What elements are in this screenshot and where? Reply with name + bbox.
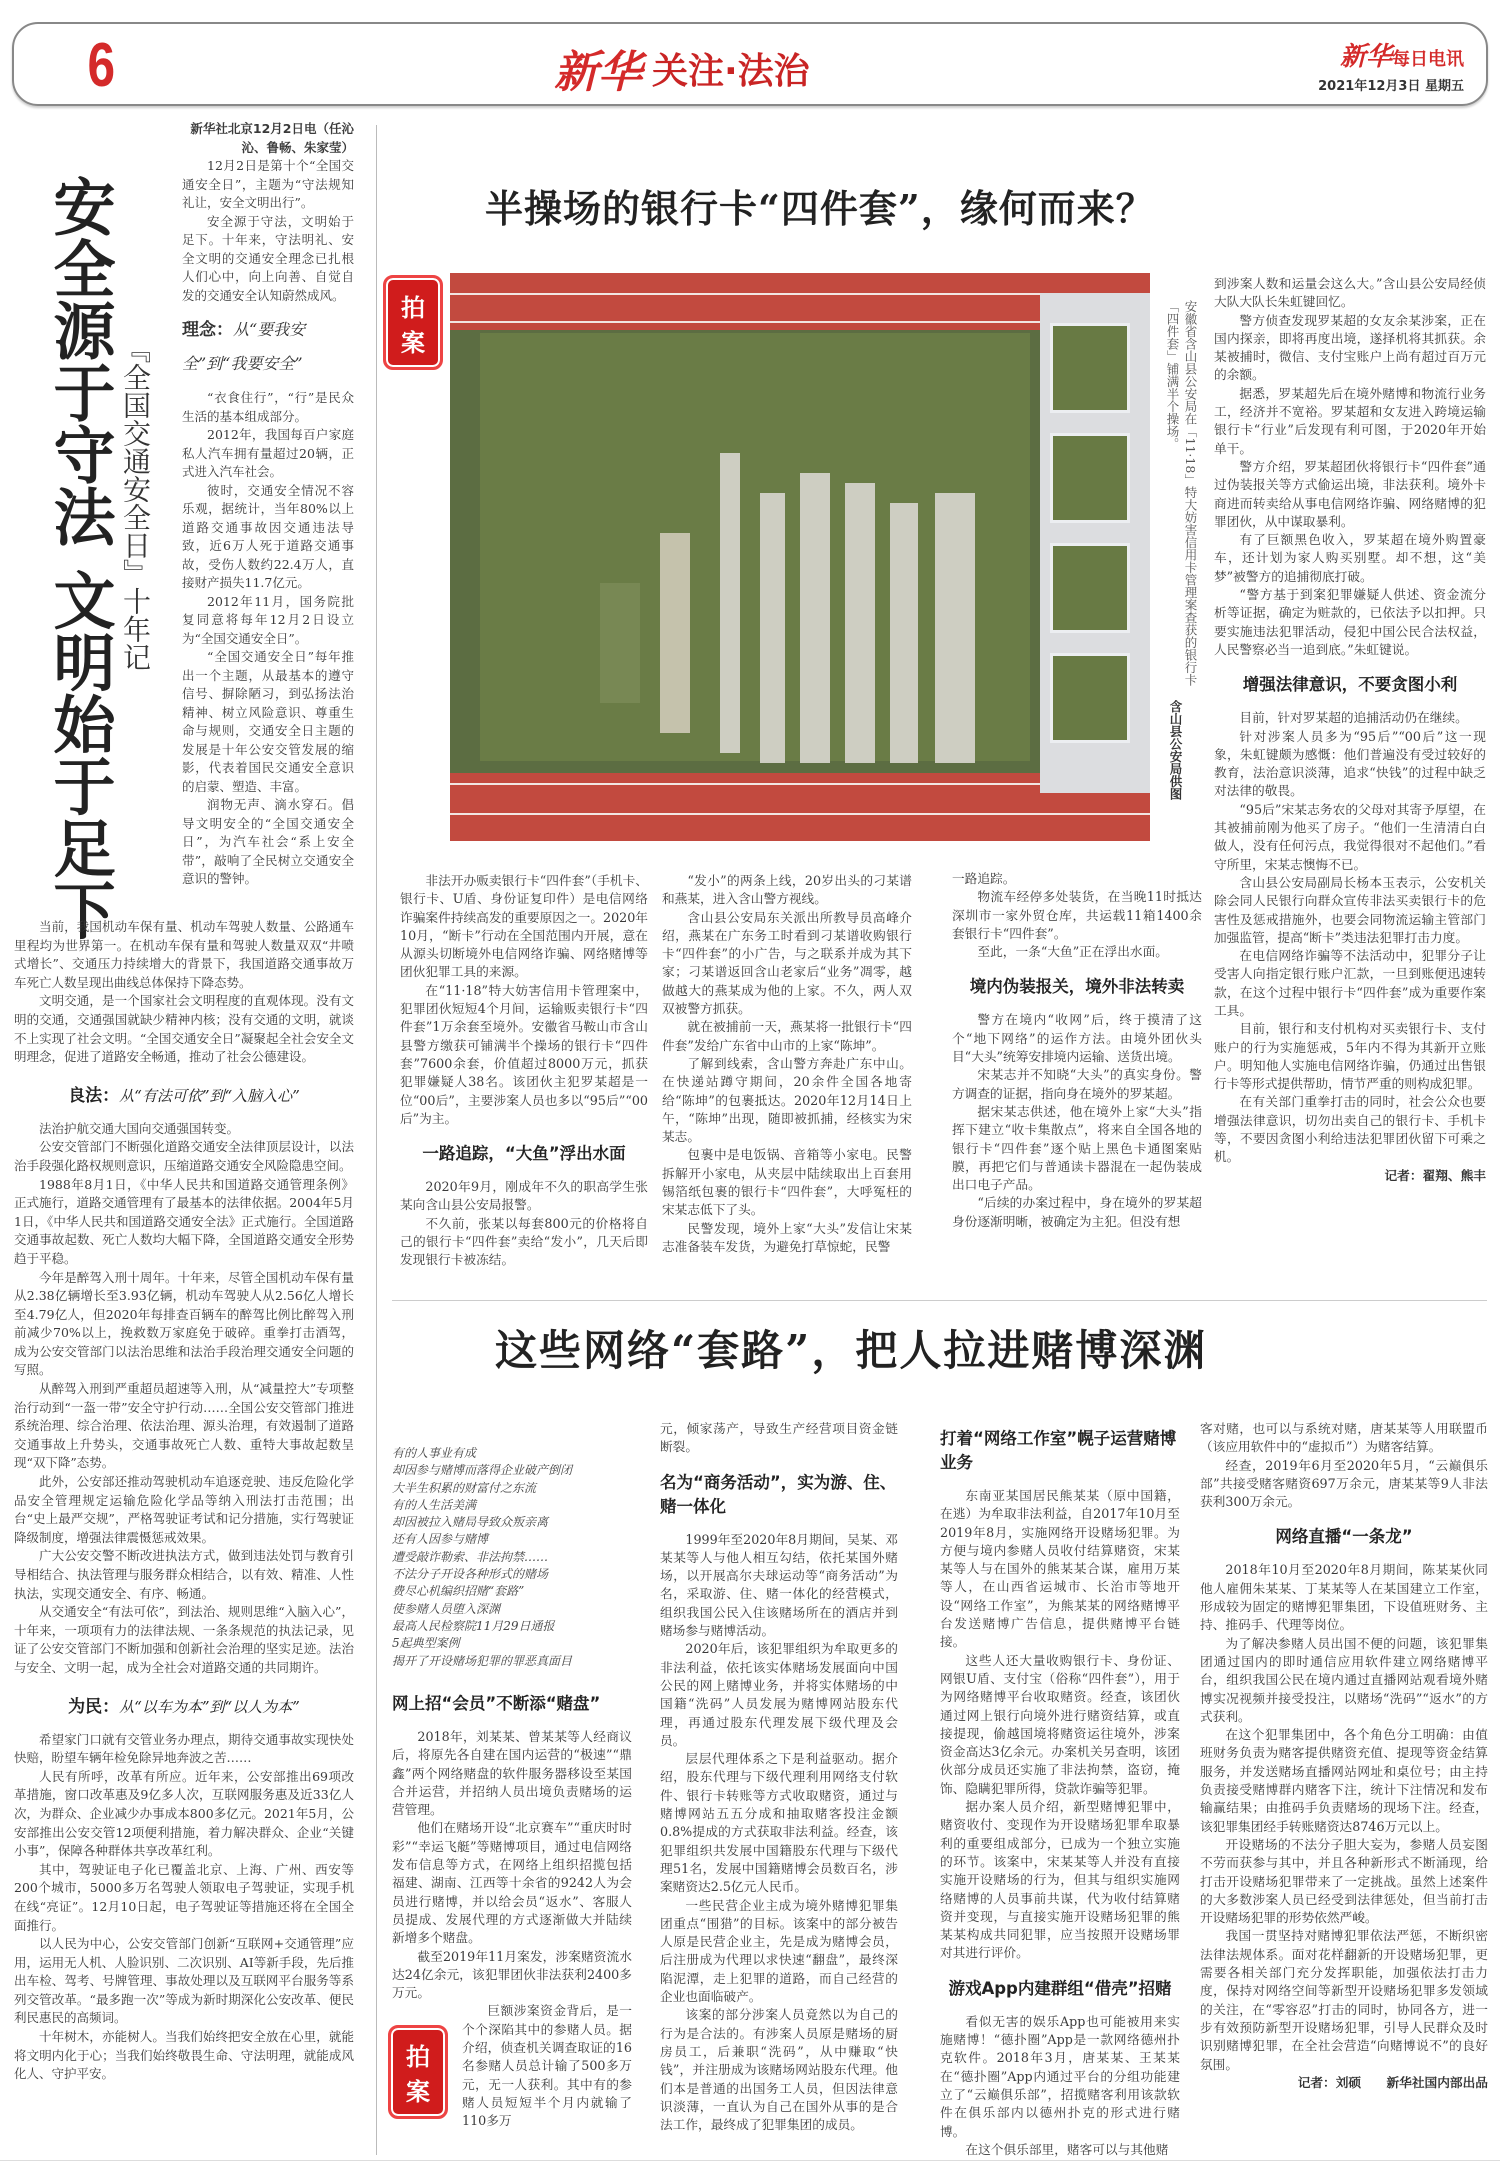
masthead [12, 22, 1488, 106]
paragraph: 层层代理体系之下是利益驱动。据介绍，股东代理与下级代理利用网络支付软件、银行卡转账等方式收取赌资，通过与赌博网站五五分成和抽取赌客投注金额0.8%提成的方式获取非法利益。经查，该犯罪组织共发展中国籍股东代理与下级代理51名，发展中国籍赌博会员数百名，涉案赌资达2.5亿元人民币。 [660, 1751, 898, 1895]
paragraph: 至此，一条“大鱼”正在浮出水面。 [977, 944, 1168, 960]
poem-line: 最高人民检察院11月29日通报 [392, 1618, 555, 1633]
section-brand [554, 36, 810, 100]
paragraph: 2020年9月，刚成年不久的职高学生张某向含山县公安局报警。 [400, 1179, 648, 1213]
paragraph: 元，倾家荡产，导致生产经营项目资金链断裂。 [660, 1421, 898, 1455]
paragraph: 2018年，刘某某、曾某某等人经商议后，将原先各自建在国内运营的“极速”“鼎鑫”两个网络赌盘的软件服务器移设至某国合并运营，并招纳人员出境负责赌场的运营管理。 [392, 1729, 632, 1818]
poem-line: 使参赌人员堕入深渊 [392, 1601, 501, 1616]
paragraph: 从交通安全“有法可依”，到法治、规则思维“入脑入心”，十年来，一项项有力的法律法规、一条条规范的执法记录，见证了公安交管部门不断加强和创新社会治理的坚实足迹。法治与安全、文明一起，成为全社会对道路交通的共同期许。 [14, 1604, 354, 1675]
paragraph: 一路追踪。 [952, 871, 1016, 886]
paragraph: 1999年至2020年8月期间，吴某、邓某某等人与他人相互勾结，依托某国外赌场，以开展高尔夫球运动等“商务活动”为名，采取游、住、赌一体化的经营模式，组织我国公民入住该赌场所在的酒店并到赌场参与赌博活动。 [660, 1531, 898, 1639]
paragraph: 一些民营企业主成为境外赌博犯罪集团重点“围猎”的目标。该案中的部分被告人原是民营企业主，先是成为赌博会员，后注册成为代理以求快速“翻盘”，最终深陷泥潭，走上犯罪的道路，而自己经营的企业也面临破产。 [660, 1897, 898, 2005]
paragraph: 希望家门口就有交管业务办理点，期待交通事故实现快处快赔，盼望车辆年检免除异地奔波之苦…… [14, 1731, 354, 1766]
horizontal-divider [392, 1300, 1487, 1301]
paragraph: 看似无害的娱乐App也可能被用来实施赌博！“德扑圈”App是一款网络德州扑克软件。2018年3月，唐某某、王某某在“德扑圈”App内通过平台的分组功能建立了“云巅俱乐部”，招揽赌客利用该款软件在俱乐部内以德州扑克的形式进行赌博。 [940, 2013, 1180, 2139]
paragraph: 据悉，罗某超先后在境外赌博和物流行业务工，经济并不宽裕。罗某超和女友进入跨境运输银行卡“行业”后发现有利可图，于2020年开始单干。 [1214, 385, 1486, 456]
paragraph: 该案的部分涉案人员竟然以为自己的行为是合法的。有涉案人员原是赌场的厨房员工，后兼职“洗码”，从中赚取“快钱”，并注册成为该赌场网站股东代理。他们本是普通的出国务工人员，但因法律意识淡薄，一直认为自己在国外从事的是合法工作，最终成了犯罪集团的成员。 [660, 2007, 898, 2133]
paragraph: 含山县公安局东关派出所教导员高峰介绍，燕某在广东务工时看到刁某谱收购银行卡“四件套”的小广告，与之联系并成为其下家；刁某谱返回含山老家后“业务”凋零，越做越大的燕某成为他的上家。不久，两人双双被警方抓获。 [662, 909, 912, 1017]
poem-line: 5起典型案例 [392, 1636, 460, 1651]
paragraph: “95后”宋某志务农的父母对其寄予厚望，在其被捕前刚为他买了房子。“他们一生清清白白做人，没有任何污点，我觉得很对不起他们。”看守所里，宋某志懊悔不已。 [1214, 801, 1486, 872]
column-divider [376, 125, 377, 2155]
paragraph: 其中，驾驶证电子化已覆盖北京、上海、广州、西安等200个城市，5000多万名驾驶人领取电子驾驶证，实现手机在线“亮证”。12月10日起，电子驾驶证等措施还将在全国全面推行。 [14, 1861, 354, 1933]
paragraph: 宋某志并不知晓“大头”的真实身份。警方调查的证据，指向身在境外的罗某超。 [952, 1067, 1202, 1101]
paragraph: 彼时，交通安全情况不容乐观，据统计，当年80%以上道路交通事故因交通违法导致，近6万人死于道路交通事故，受伤人数约22.4万人，直接财产损失11.7亿元。 [182, 482, 354, 590]
paragraph: 从醉驾入刑到严重超员超速等入刑，从“减量控大”专项整治行动到“一盔一带”安全守护行动……全国公安交管部门推进系统治理、综合治理、依法治理、源头治理，有效遏制了道路交通事故上升势头，交通事故死亡人数、重特大事故起数呈现“双下降”态势。 [14, 1381, 354, 1471]
article2-column-3 [940, 1425, 1180, 2159]
article2-column-4 [1200, 1420, 1488, 2092]
section-heading-idea: 理念：从“要我安全”到“我要安全” [182, 320, 306, 373]
article1-column-3 [952, 870, 1202, 1231]
poem-line: 却因参与赌博而落得企业破产倒闭 [392, 1463, 573, 1478]
article1-headline: 半操场的银行卡“四件套”，缘何而来？ [485, 186, 1155, 231]
subheading-game-app: 游戏App内建群组“借壳”招赌 [948, 1978, 1172, 1998]
paragraph: 非法开办贩卖银行卡“四件套”（手机卡、银行卡、U盾、身份证复印件）是电信网络诈骗案件持续高发的重要原因之一。2020年10月，“断卡”行动在全国范围内开展，意在从源头切断境外电信网络诈骗、网络赌博等团伙犯罪工具的来源。 [400, 873, 648, 980]
paragraph: 含山县公安局副局长杨本玉表示，公安机关除会同人民银行向群众宣传非法买卖银行卡的危害性及惩戒措施外，也要会同物流运输主管部门加强监管，提高“断卡”类违法犯罪打击力度。 [1214, 874, 1486, 945]
section-title: 关注·法治 [652, 50, 810, 92]
byline: 记者：翟翔、熊丰 [1384, 1167, 1486, 1183]
paragraph: 经查，2019年6月至2020年5月，“云巅俱乐部”共接受赌客赌资697万余元，唐某某等9人非法获利300万余元。 [1200, 1457, 1488, 1510]
paragraph: 警方侦查发现罗某超的女友余某涉案，正在国内探亲，即将再度出境，遂择机将其抓获。余某被捕时，微信、支付宝账户上尚有超过百万元的余额。 [1214, 312, 1486, 383]
left-story-subtitle: 『全国交通安全日』十年记 [119, 335, 152, 671]
poem-line: 却因被拉入赌局导致众叛亲离 [392, 1515, 549, 1530]
paper-name: 每日电讯 [1392, 49, 1464, 70]
paragraph: 警方在境内“收网”后，终于摸清了这个“地下网络”的运作方法。由境外团伙头目“大头”统筹安排境内运输、送货出境。 [952, 1012, 1202, 1065]
paragraph: 十年树木，亦能树人。当我们始终把安全放在心里，就能将文明内化于心；当我们始终敬畏生命、守法明理，就能成风化人、守护平安。 [14, 2029, 354, 2082]
subheading-customs: 境内伪装报关，境外非法转卖 [969, 977, 1185, 997]
paragraph: 安全源于守法，文明始于足下。十年来，守法明礼、安全文明的交通安全理念已扎根人们心中，向上向善、自觉自发的交通安全认知蔚然成风。 [182, 213, 354, 303]
paragraph: 我国一贯坚持对赌博犯罪依法严惩，不断织密法律法规体系。面对花样翻新的开设赌场犯罪，更需要各相关部门充分发挥职能，加强依法打击力度，保持对网络空间等新型开设赌场犯罪多发领域的关注，在“零容忍”打击的同时，协同各方，进一步有效预防新型开设赌场犯罪，引导人民群众及时识别赌博犯罪，在全社会营造“向赌博说不”的良好氛围。 [1200, 1928, 1488, 2072]
paragraph: 法治护航交通大国向交通强国转变。 [39, 1120, 240, 1136]
paragraph: 文明交通，是一个国家社会文明程度的直观体现。没有文明的交通，交通强国就缺少精神内核；没有交通的文明，就谈不上实现了社会文明。“全国交通安全日”凝聚起全社会安全文明理念，促进了道路安全畅通，推动了社会公德建设。 [14, 993, 354, 1065]
paragraph: 开设赌场的不法分子胆大妄为，参赌人员妄图不劳而获参与其中，并且各种新形式不断涌现，给打击开设赌场犯罪带来了一定挑战。虽然上述案件的大多数涉案人员已经受到法律惩处，但当前打击开设赌场犯罪的形势依然严峻。 [1200, 1836, 1488, 1926]
paragraph: 警方介绍，罗某超团伙将银行卡“四件套”通过伪装报关等方式偷运出境，非法获利。境外卡商进而转卖给从事电信网络诈骗、网络赌博的犯罪团伙，从中谋取暴利。 [1214, 458, 1486, 529]
paragraph: 了解到线索，含山警方奔赴广东中山。在快递站蹲守期间，20余件全国各地寄给“陈坤”的包裹抵达。2020年12月14日上午，“陈坤”出现，随即被抓捕，经核实为宋某志。 [662, 1055, 912, 1145]
xinhua-small-logo: 新华 [1339, 42, 1392, 72]
dateline: 新华社北京12月2日电（任沁沁、鲁畅、朱家莹） [190, 121, 354, 155]
news-photo-bank-cards-on-field [450, 273, 1150, 841]
paragraph: 在“11·18”特大妨害信用卡管理案中，犯罪团伙短短4个月间，运输贩卖银行卡“四件套”1万余套至境外。安徽省马鞍山市含山县警方缴获可铺满半个操场的银行卡“四件套”7600余套，价值超过8000万元，抓获犯罪嫌疑人38名。该团伙主犯罗某超是一位“00后”，主要涉案人员也多以“95后”“00后”为主。 [400, 982, 648, 1126]
subheading-tracking: 一路追踪，“大鱼”浮出水面 [422, 1144, 626, 1164]
page-bottom-rule [0, 2160, 1500, 2161]
paragraph: 1988年8月1日，《中华人民共和国道路交通管理条例》正式施行，道路交通管理有了最基本的法律依据。2004年5月1日，《中华人民共和国道路交通安全法》正式施行。全国道路交通事故起数、死亡人数均大幅下降，全国道路交通安全形势趋于平稳。 [14, 1176, 354, 1266]
page-number: 6 [87, 31, 116, 100]
left-story-wide-column [14, 918, 354, 2084]
subheading-network-studio: 打着“网络工作室”幌子运营赌博业务 [940, 1429, 1177, 1472]
section-heading-good-law: 良法：从“有法可依”到“入脑入心” [68, 1085, 300, 1106]
paragraph: 润物无声、滴水穿石。倡导文明安全的“全国交通安全日”，为汽车社会“系上安全带”，敲响了全民树立交通安全意识的警钟。 [182, 797, 354, 886]
byline: 记者：刘硕 新华社国内部出品 [1297, 2074, 1488, 2090]
article1-column-2 [662, 872, 912, 1256]
paragraph: 今年是醉驾入刑十周年。十年来，尽管全国机动车保有量从2.38亿辆增长至3.93亿辆，机动车驾驶人从2.56亿人增长至4.79亿人，但2020年每排查百辆车的醉驾比例比醉驾入刑前减少70%以上，挽救数万家庭免于破碎。重拳打击酒驾，成为公安交管部门以法治思维和法治手段治理交通安全问题的写照。 [14, 1269, 354, 1378]
paragraph: 有了巨额黑色收入，罗某超在境外购置豪车，还计划为家人购买别墅。却不想，这“美梦”被警方的追捕彻底打破。 [1214, 532, 1486, 584]
photo-caption: 安徽省含山县公安局在「11·18」特大妨害信用卡管理案查获的银行卡「四件套」铺满半个操场。 [1165, 300, 1198, 686]
paragraph: “全国交通安全日”每年推出一个主题，从最基本的遵守信号、摒除陋习，到弘扬法治精神、树立风险意识、尊重生命与规则，交通安全日主题的发展是十年公安交管发展的缩影，代表着国民交通安全意识的启蒙、塑造、丰富。 [182, 649, 354, 794]
paragraph: 不久前，张某以每套800元的价格将自己的银行卡“四件套”卖给“发小”，几天后即发现银行卡被冻结。 [400, 1215, 648, 1268]
subheading-business-activity: 名为“商务活动”，实为游、住、赌一体化 [660, 1472, 897, 1516]
paragraph: 此外，公安部还推动驾驶机动车追逐竞驶、违反危险化学品安全管理规定运输危险化学品等纳入刑法打击范围；出台“史上最严交规”，严格驾驶证考试和记分措施，实行驾驶证降级制度，增强法律震慑惩戒效果。 [14, 1474, 354, 1545]
subheading-members: 网上招“会员”不断添“赌盘” [392, 1694, 601, 1713]
article2-column-2 [660, 1420, 898, 2134]
poem-line: 遭受敲诈勒索、非法拘禁…… [392, 1549, 549, 1564]
paragraph: 据办案人员介绍，新型赌博犯罪中，赌资收付、变现作为开设赌场犯罪牟取暴利的重要组成部分，已成为一个独立实施的环节。该案中，宋某某等人并没有直接实施开设赌场的行为，但其与组织实施网络赌博的人员事前共谋，代为收付结算赌资并变现，与直接实施开设赌场犯罪的熊某某构成共同犯罪，应当按照开设赌场罪对其进行评价。 [940, 1799, 1180, 1961]
xinhua-logo: 新华 [554, 47, 642, 98]
issue-date: 2021年12月3日 星期五 [1318, 79, 1464, 94]
paragraph: 当前，我国机动车保有量、机动车驾驶人数量、公路通车里程均为世界第一。在机动车保有量和驾驶人数量双双“井喷式增长”、交通压力持续增大的背景下，我国道路交通事故万车死亡人数呈现出曲线总体保持下降态势。 [14, 919, 354, 990]
paragraph: 客对赌，也可以与系统对赌，唐某某等人用联盟币（该应用软件中的“虚拟币”）为赌客结算。 [1200, 1421, 1488, 1455]
paragraph: 为了解决参赌人员出国不便的问题，该犯罪集团通过国内的即时通信应用软件建立网络赌博平台，组织我国公民在境内通过直播网站观看境外赌博实况视频并接受投注，以赌场“洗码”“返水”的方式获利。 [1200, 1635, 1488, 1724]
photo-credit: 含山县公安局供图 [1168, 700, 1183, 800]
paragraph: “警方基于到案犯罪嫌疑人供述、资金流分析等证据，确定为赃款的，已依法予以扣押。只要实施违法犯罪活动，侵犯中国公民合法权益，人民警察必当一追到底。”朱虹键说。 [1214, 587, 1486, 657]
paragraph: 2012年11月，国务院批复同意将每年12月2日设立为“全国交通安全日”。 [182, 593, 354, 646]
poem-line: 有的人事业有成 [392, 1446, 477, 1460]
paragraph: 2020年后，该犯罪组织为牟取更多的非法利益，依托该实体赌场发展面向中国公民的网上赌博业务，并将实体赌场的中国籍“洗码”人员发展为赌博网站股东代理，再通过股东代理发展下级代理及会员。 [660, 1641, 898, 1748]
paragraph: 在这个犯罪集团中，各个角色分工明确：由值班财务负责为赌客提供赌资充值、提现等资金结算服务，并发送赌场直播网站网址和桌位号；由主持负责接受赌博群内赌客下注，统计下注情况和发布输赢结果；由推码手负责赌场的现场下注。经查，该犯罪集团经手转账赌资达8746万元以上。 [1200, 1727, 1488, 1834]
poem-line: 还有人因参与赌博 [392, 1532, 489, 1547]
left-story-narrow-column [182, 120, 354, 889]
paper-brand [1318, 36, 1464, 94]
paragraph: 到涉案人数和运量会这么大。”含山县公安局经侦大队大队长朱虹键回忆。 [1214, 276, 1486, 310]
poem-line: 揭开了开设赌场犯罪的罪恶真面目 [392, 1653, 573, 1668]
paragraph: 他们在赌场开设“北京赛车”“重庆时时彩”“幸运飞艇”等赌博项目，通过电信网络发布信息等方式，在网络上组织招揽包括福建、湖南、江西等十余省的9242人为会员进行赌博，并以给会员“返水”、客服人员提成、发展代理的方式逐渐做大并陆续新增多个赌盘。 [392, 1820, 632, 1946]
poem-line: 有的人生活美满 [392, 1497, 477, 1512]
paragraph: 巨额涉案资金背后，是一个个深陷其中的参赌人员。据介绍，侦查机关调查取证的16名参赌人员总计输了500多万元，无一人获利。其中有的参赌人员短短半个月内就输了110多万 [462, 2003, 632, 2129]
paragraph: 民警发现，境外上家“大头”发信让宋某志准备装车发货，为避免打草惊蛇，民警 [662, 1220, 912, 1254]
subheading-live-stream: 网络直播“一条龙” [1275, 1527, 1413, 1547]
paragraph: 目前，针对罗某超的追捕活动仍在继续。 [1239, 710, 1468, 726]
paragraph: 目前，银行和支付机构对买卖银行卡、支付账户的行为实施惩戒，5年内不得为其新开立账户。明知他人实施电信网络诈骗，仍通过出售银行卡等形式提供帮助，情节严重的则构成犯罪。 [1214, 1021, 1486, 1092]
paragraph: 人民有所呼，改革有所应。近年来，公安部推出69项改革措施，窗口改革惠及9亿多人次，互联网服务惠及近33亿人次，为群众、企业减少办事成本800多亿元。2021年5月，公安部推出公安交管12项便利措施，着力解决群众、企业“关键小事”，保障各种群体共享改革红利。 [14, 1768, 354, 1859]
paragraph: 12月2日是第十个“全国交通安全日”，主题为“守法规知礼让，安全文明出行”。 [182, 158, 354, 210]
subheading-legal-awareness: 增强法律意识，不要贪图小利 [1242, 675, 1458, 695]
pai-an-seal: 拍 案 [383, 275, 443, 370]
left-story-title: 安全源于守法 文明始于足下 [43, 175, 116, 941]
paragraph: “衣食住行”，“行”是民众生活的基本组成部分。 [182, 390, 354, 424]
paragraph: 包裹中是电饭锅、音箱等小家电。民警拆解开小家电，从夹层中陆续取出上百套用锡箔纸包裹的银行卡“四件套”，大呼冤枉的宋某志低下了头。 [662, 1147, 912, 1218]
paragraph: 东南亚某国居民熊某某（原中国籍，在逃）为牟取非法利益，自2017年10月至2019年8月，实施网络开设赌场犯罪。为方便与境内参赌人员收付结算赌资，宋某某等人与在国外的熊某某合谋，雇用万某等人，在山西省运城市、长治市等地开设“网络工作室”，为熊某某的网络赌博平台发送赌博广告信息，提供赌博平台链接。 [940, 1488, 1180, 1650]
paragraph: 以人民为中心，公安交管部门创新“互联网+交通管理”应用，运用无人机、人脸识别、二次识别、AI等新手段，先后推出车检、驾考、号牌管理、事故处理以及互联网平台服务等系列交管改革。“最多跑一次”等成为新时期深化公安改革、便民利民惠民的高频词。 [14, 1936, 354, 2026]
paragraph: 公安交管部门不断强化道路交通安全法律顶层设计，以法治手段强化路权规则意识，压缩道路交通安全风险隐患空间。 [14, 1139, 354, 1173]
paragraph: 在这个俱乐部里，赌客可以与其他赌 [965, 2141, 1169, 2157]
poem-line: 不法分子开设各种形式的赌场 [392, 1567, 549, 1582]
paragraph: 在电信网络诈骗等不法活动中，犯罪分子让受害人向指定银行账户汇款，一旦到账便迅速转款，在这个过程中银行卡“四件套”成为重要作案工具。 [1214, 948, 1486, 1018]
paragraph: “后续的办案过程中，身在境外的罗某超身份逐渐明晰，被确定为主犯。但没有想 [952, 1195, 1202, 1229]
paragraph: 就在被捕前一天，燕某将一批银行卡“四件套”发给广东省中山市的上家“陈坤”。 [662, 1019, 912, 1053]
paragraph: 2018年10月至2020年8月期间，陈某某伙同他人雇佣朱某某、丁某某等人在某国建立工作室，形成较为固定的赌博犯罪集团，下设值班财务、主持、推码手、代理等岗位。 [1200, 1562, 1488, 1633]
article1-column-1 [400, 872, 648, 1270]
paragraph: 这些人还大量收购银行卡、身份证、网银U盾、支付宝（俗称“四件套”），用于为网络赌博平台收取赌资。经查，该团伙通过网上银行向境外进行赌资结算，或直接提现，偷越国境将赌资运往境外，涉案资金高达3亿余元。办案机关另查明，该团伙部分成员还实施了非法拘禁，盗窃，掩饰、隐瞒犯罪所得，贷款诈骗等犯罪。 [940, 1652, 1180, 1796]
paragraph: 针对涉案人员多为“95后”“00后”这一现象，朱虹键颇为感慨：他们普遍没有受过较好的教育，法治意识淡薄，追求“快钱”的过程中缺乏对法律的敬畏。 [1214, 728, 1486, 799]
poem-line: 费尽心机编织招赌“套路” [392, 1584, 525, 1599]
paragraph: 在有关部门重拳打击的同时，社会公众也要增强法律意识，切勿出卖自己的银行卡、手机卡等，不要因贪图小利给违法犯罪团伙留下可乘之机。 [1214, 1094, 1486, 1165]
paragraph: 据宋某志供述，他在境外上家“大头”指挥下建立“收卡集散点”，将来自全国各地的银行卡“四件套”逐个贴上黑色卡通图案贴膜，再把它们与普通读卡器混在一起伪装成出口电子产品。 [952, 1103, 1202, 1193]
paragraph: 截至2019年11月案发，涉案赌资流水达24亿余元，该犯罪团伙非法获利2400多万元。 [392, 1948, 632, 2001]
pai-an-seal: 拍 案 [388, 2025, 448, 2119]
article2-headline: 这些网络“套路”，把人拉进赌博深渊 [495, 1326, 1208, 1375]
poem-line: 大半生积累的财富付之东流 [392, 1480, 537, 1495]
paragraph: “发小”的两条上线，20岁出头的刁某谱和燕某，进入含山警方视线。 [662, 873, 912, 907]
lead-poem [392, 1445, 602, 1670]
section-heading-for-people: 为民：从“以车为本”到“以人为本” [68, 1696, 300, 1717]
paragraph: 2012年，我国每百户家庭私人汽车拥有量超过20辆，正式进入汽车社会。 [182, 427, 354, 479]
paragraph: 物流车经停多处装货，在当晚11时抵达深圳市一家外贸仓库，共运载11箱1400余套银行卡“四件套”。 [952, 889, 1202, 941]
article1-column-4 [1214, 275, 1486, 1185]
paragraph: 广大公安交警不断改进执法方式，做到违法处罚与教育引导相结合、执法管理与服务群众相结合，以有效、精准、人性执法，实现交通安全、有序、畅通。 [14, 1548, 354, 1601]
